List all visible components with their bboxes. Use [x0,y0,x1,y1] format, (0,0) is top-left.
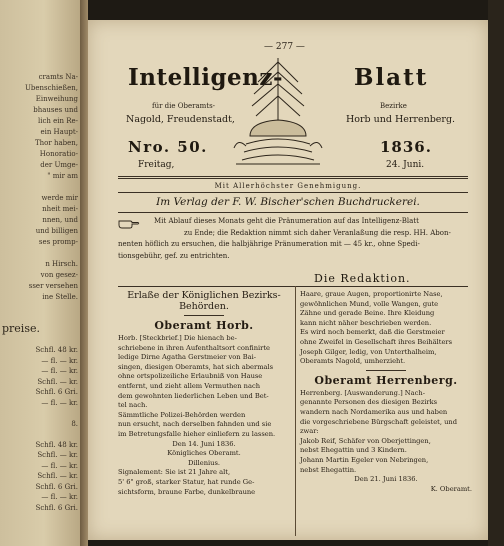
issue-year: 1836. [380,138,432,156]
subscription-notice [118,216,466,262]
facing-page-line: bhauses und [33,106,78,114]
issue-weekday: Freitag, [138,160,175,170]
privilege-line: Mit Allerhöchster Genehmigung. [214,182,362,190]
notice-line: zu Ende; die Redaktion nimmt sich daher Veranlaßung die resp. HH. Abon- [184,228,451,237]
text-line: singen, diesigen Oberamts, hat sich abermals [118,362,274,371]
facing-page-edge [0,0,80,546]
text-line: ohne Zweifel in Gesellschaft ihres Beihälters [300,337,453,346]
text-line: Herrenberg. [Auswanderung.] Nach- [300,388,425,397]
column-top-rule [118,286,468,287]
text-line: Joseph Gilger, ledig, von Unterthalheim, [300,347,437,356]
facing-page-line: Honoratio- [39,150,78,158]
page-number: — 277 — [264,42,305,52]
short-rule [366,370,406,371]
price-line [2,429,78,440]
editorial-signature: Die Redaktion. [314,272,411,285]
text-line: im Betretungsfalle hieher einliefern zu lassen. [118,429,276,438]
publisher-line: Im Verlag der F. W. Bischer'schen Buchdruckerei. [156,196,420,208]
section-heading: Erlaße der Königlichen Bezirks- [127,290,281,301]
text-line: nebst Ehegattin und 3 Kindern. [300,446,407,455]
text-line: nebst Ehegattin. [300,465,357,474]
header-rule-top [118,176,468,177]
facing-page-line: ine Stelle. [42,293,78,301]
text-line: Horb. [Steckbrief.] Die hienach be- [118,334,237,342]
text-line: dem gewohnten liederlichen Leben und Bet- [118,391,269,400]
beehive-vignette-icon [228,52,328,170]
notice-authority: Königliches Oberamt. [167,449,241,458]
masthead-subtitle-right: Bezirke [380,102,407,110]
districts-right: Horb und Herrenberg. [346,114,456,125]
price-line: Schfl. 6 Gri. [35,388,78,396]
facing-page-line: Einweihung [35,95,78,103]
text-line: tel nach. [118,401,148,410]
facing-page-line: n Hirsch. [45,260,78,268]
issue-number: Nro. 50. [128,138,208,156]
price-line [2,408,78,419]
text-line: gewöhnlichen Mund, volle Wangen, gute [300,299,439,308]
price-line: Schfl. 48 kr. [35,346,78,354]
text-line: die vorgeschriebene Bürgschaft geleistet, und [300,417,457,426]
notice-line: tionsgebühr, gef. zu entrichten. [118,251,230,260]
facing-page-line: sser versehen [28,282,78,290]
facing-page-text [2,72,78,303]
office-heading-horb: Oberamt Horb. [154,319,254,332]
text-line: sichtsform, braune Farbe, dunkelbraune [118,487,256,496]
facing-page-line: cramts Na- [38,73,78,81]
price-line: Schfl. — kr. [37,472,78,480]
text-line: kann nicht näher beschrieben werden. [300,318,432,327]
header-rule-top-2 [118,178,468,179]
facing-page-line [2,248,78,259]
text-line: ohne ortspolizeiliche Erlaubniß von Hause [118,372,263,381]
text-line: zwar: [300,427,319,436]
text-line: wandern nach Nordamerika aus und haben [300,407,448,416]
notice-authority: K. Oberamt. [430,484,472,493]
facing-page-line: von gesez- [40,271,78,279]
facing-page-line: nheit mei- [42,205,78,213]
text-line: Oberamts Nagold, umherzieht. [300,357,406,366]
short-rule [184,315,224,316]
facing-page-line: werde mir [41,194,78,202]
facing-page-line: nnen, und [42,216,78,224]
text-line: 5' 6" groß, starker Statur, hat runde Ge- [118,477,255,486]
facing-page-line: ses promp- [38,238,78,246]
price-line: — fl. — kr. [41,367,78,375]
newspaper-page [88,20,488,540]
facing-page-line: ein Haupt- [40,128,78,136]
text-line: Signalement: Sie ist 21 Jahre alt, [118,468,231,477]
price-line: Schfl. — kr. [37,377,78,386]
text-line: Jakob Reif, Schäfer von Oberjettingen, [300,436,431,445]
emigration-notice [300,389,472,475]
price-line: — fl. — kr. [41,461,78,470]
header-rule-mid [118,192,468,193]
description-lines [118,468,290,497]
facing-page-line: der Umge- [40,161,78,169]
text-line: entfernt, und zieht allem Vermuthen nach [118,381,261,390]
issue-date: 24. Juni. [386,160,425,170]
price-line: Schfl. — kr. [37,451,78,459]
description-continued [300,290,472,367]
masthead-subtitle-left: für die Oberamts- [152,102,216,110]
text-line: nun ersucht, nach derselben fahnden und sie [118,420,272,429]
price-line: Schfl. 48 kr. [35,440,78,449]
price-line: 8. [71,419,78,428]
notice-line: nenten höflich zu ersuchen, die halbjährige Pränumeration mit — 45 kr., ohne Spedi- [118,240,420,248]
column-divider [295,286,296,536]
price-line: Schfl. 6 Gri. [35,503,78,512]
text-line: ledige Dirne Agatha Gerstmeier von Bai- [118,353,257,362]
section-heading-2: Behörden. [179,301,229,312]
notice-official: Dillenius. [187,458,221,467]
office-heading-herrenberg: Oberamt Herrenberg. [314,373,458,387]
right-cover-edge [488,0,504,546]
wanted-notice [118,334,290,440]
notice-line: Mit Ablauf dieses Monats geht die Pränumeration auf das Intelligenz-Blatt [154,217,419,225]
text-line: Johann Martin Egeler von Nebringen, [300,455,429,464]
facing-page-line: Thor haben, [34,139,78,147]
facing-page-line: Ubenschießen, [25,84,78,92]
text-line: Es wird noch bemerkt, daß die Gerstmeier [300,328,445,337]
price-line: — fl. — kr. [41,398,78,407]
masthead-right: Blatt [354,64,429,91]
text-line: schriebene in ihren Aufenthaltsort confinirte [118,343,270,352]
facing-page-price-list [2,345,78,513]
facing-page-line: lich ein Re- [37,117,78,125]
text-line: Haare, graue Augen, proportionirte Nase, [300,290,443,298]
header-rule-bottom [118,212,468,213]
notice-date: Den 21. Juni 1836. [354,475,418,484]
text-line: Sämmtliche Polizei-Behörden werden [118,410,246,419]
price-line: — fl. — kr. [41,493,78,501]
facing-page-heading: preise. [2,322,40,335]
facing-page-line [2,182,78,193]
districts-left: Nagold, Freudenstadt, [126,114,235,125]
notice-date: Den 14. Juni 1836. [172,439,236,448]
left-column [118,290,290,497]
masthead-left: Intelligenz- [128,64,283,91]
book-gutter [80,0,88,546]
price-line: Schfl. 6 Gri. [35,482,78,491]
price-line: — fl. — kr. [41,356,78,365]
text-line: Zähne und gerade Beine. Ihre Kleidung [300,309,435,318]
right-column [300,290,472,494]
text-line: genannte Personen des diesigen Bezirks [300,398,438,407]
facing-page-line: " mir am [47,172,78,180]
facing-page-line: und billigen [35,227,78,235]
